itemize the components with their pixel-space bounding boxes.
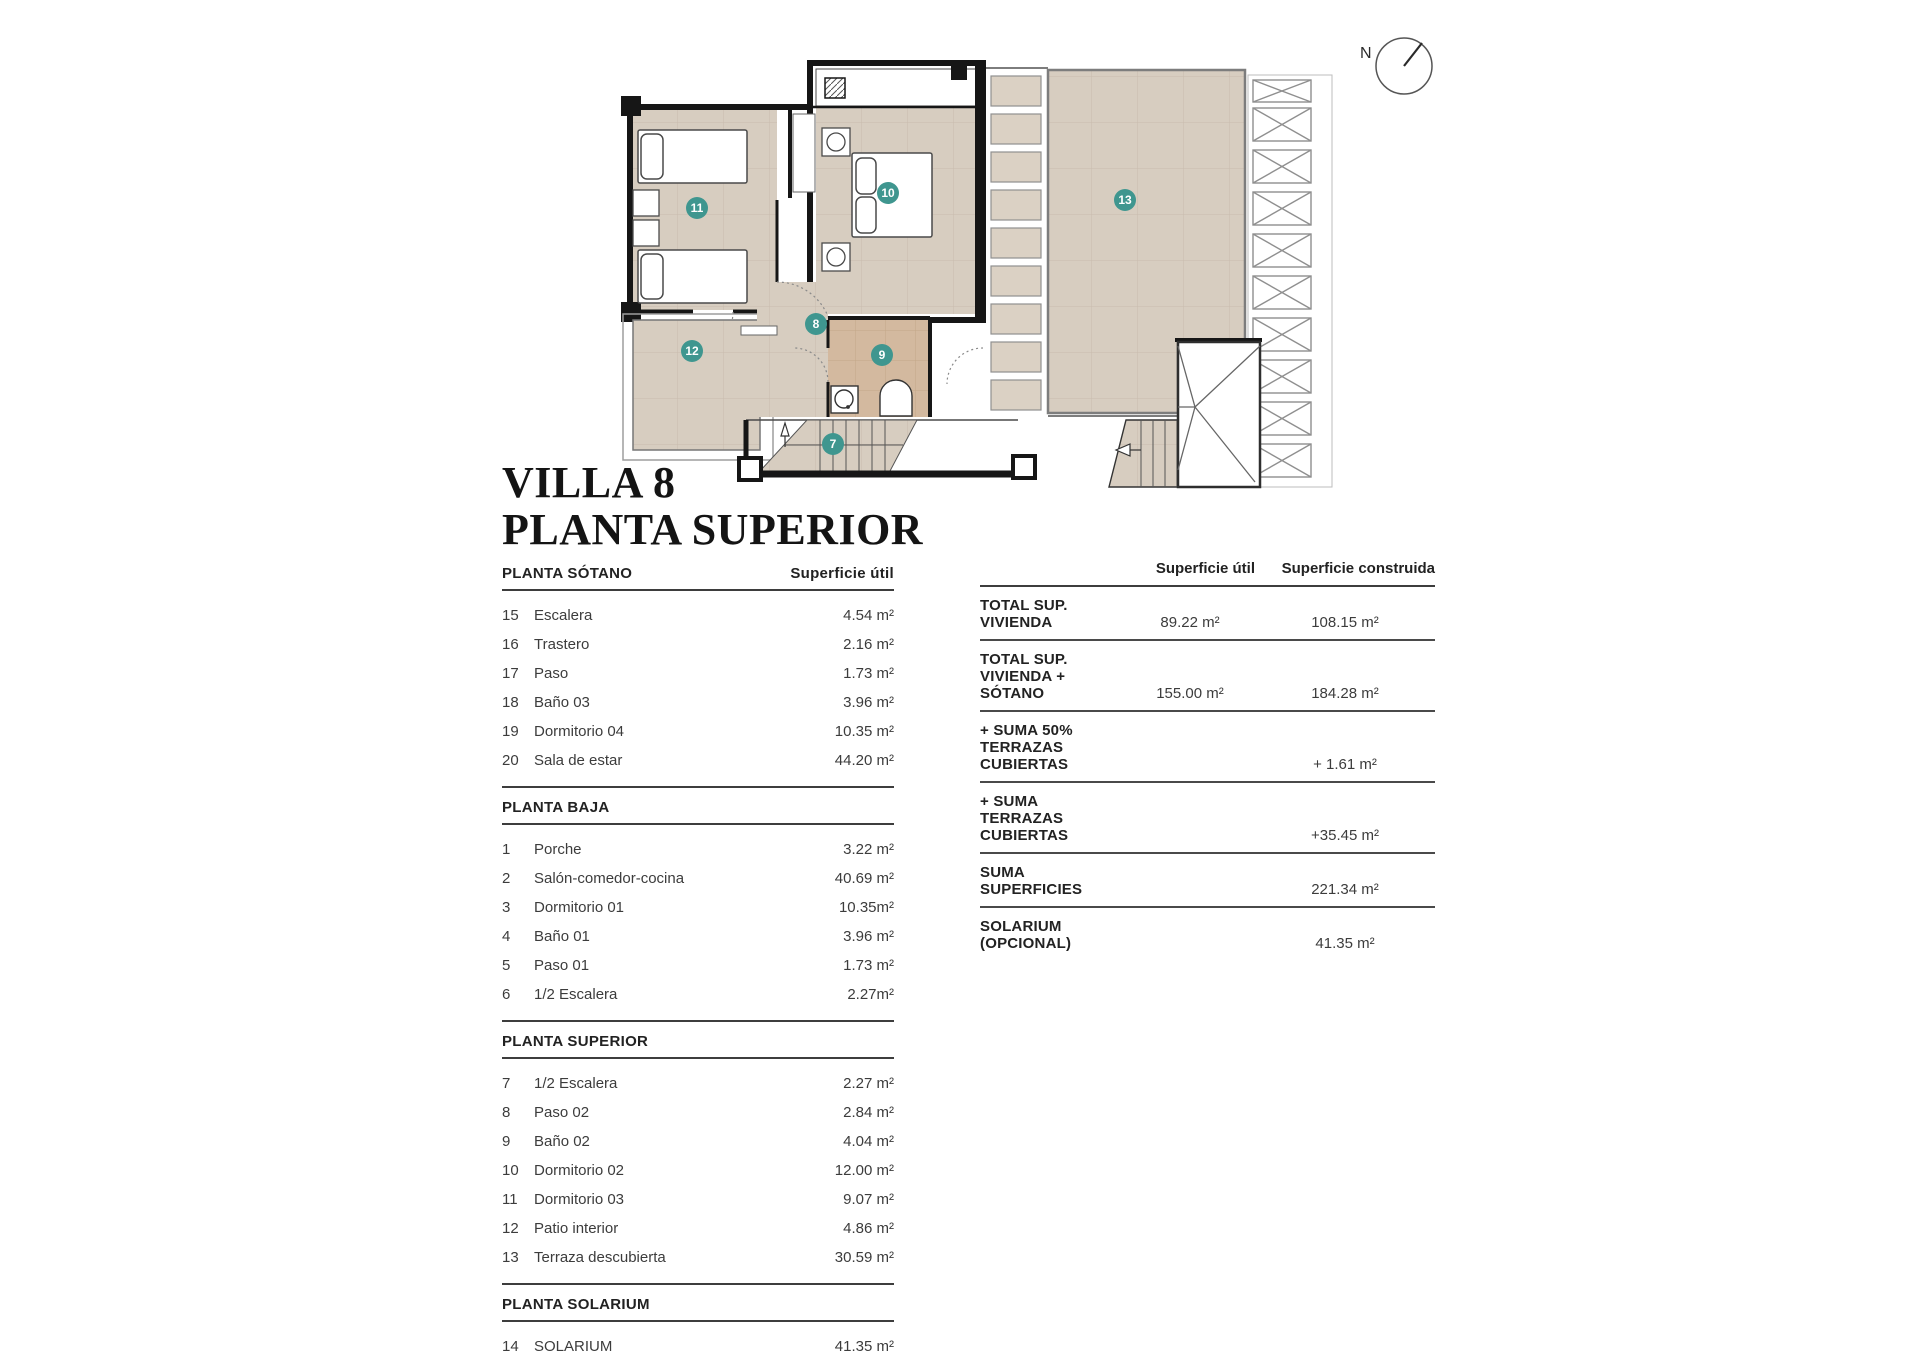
patio-12 (623, 314, 773, 460)
row-construida: 184.28 m² (1311, 685, 1379, 702)
row-number: 10 (502, 1162, 519, 1179)
section-title: PLANTA SÓTANO (502, 565, 633, 582)
row-number: 12 (502, 1220, 519, 1237)
row-util: 155.00 m² (1156, 685, 1224, 702)
section-planta-baja (502, 786, 894, 1003)
row-number: 5 (502, 957, 511, 974)
row-label: 1/2 Escalera (534, 1075, 618, 1092)
title-floor: PLANTA SUPERIOR (502, 504, 924, 554)
table-row (502, 1162, 894, 1179)
toilet-icon (880, 380, 912, 416)
svg-text:12: 12 (685, 344, 699, 358)
table-row (502, 665, 894, 682)
row-number: 16 (502, 636, 519, 653)
row-number: 18 (502, 694, 519, 711)
table-row (980, 908, 1435, 960)
row-label: Patio interior (534, 1220, 619, 1237)
row-area: 10.35 m² (834, 723, 894, 740)
stair-direction-arrow (781, 423, 789, 436)
north-compass-icon (1352, 22, 1452, 112)
table-row (502, 1104, 894, 1121)
table-row (502, 870, 894, 887)
row-label: TOTAL SUP. VIVIENDA + SÓTANO (980, 651, 1068, 702)
svg-text:8: 8 (812, 317, 820, 331)
row-area: 2.27 m² (843, 1075, 894, 1092)
row-construida: 41.35 m² (1315, 935, 1375, 952)
row-number: 14 (502, 1338, 519, 1355)
table-row (980, 712, 1435, 783)
column-header: Superficie útil (790, 565, 894, 582)
table-row (502, 928, 894, 945)
row-construida: + 1.61 m² (1313, 756, 1377, 773)
skylight-icon (825, 78, 845, 98)
section-planta-sotano (502, 565, 894, 769)
totals-table (980, 560, 1435, 960)
sink-icon (831, 386, 858, 413)
row-area: 2.27m² (847, 986, 894, 1003)
row-number: 15 (502, 607, 519, 624)
table-row (502, 752, 894, 769)
table-row (502, 607, 894, 624)
row-util: 89.22 m² (1160, 614, 1220, 631)
row-label: Sala de estar (534, 752, 623, 769)
column (951, 66, 967, 80)
row-number: 6 (502, 986, 511, 1003)
table-row (980, 587, 1435, 641)
row-label: SOLARIUM (534, 1338, 613, 1355)
table-row (502, 636, 894, 653)
row-area: 40.69 m² (834, 870, 894, 887)
table-row (502, 694, 894, 711)
row-label: SOLARIUM (OPCIONAL) (980, 918, 1072, 952)
table-row (980, 783, 1435, 854)
section-title: PLANTA SOLARIUM (502, 1296, 650, 1313)
row-area: 41.35 m² (834, 1338, 894, 1355)
row-area: 3.96 m² (843, 928, 894, 945)
closet (793, 114, 815, 192)
row-number: 2 (502, 870, 511, 887)
row-area: 1.73 m² (843, 957, 894, 974)
row-label: Baño 03 (534, 694, 590, 711)
column (621, 96, 641, 116)
row-number: 13 (502, 1249, 519, 1266)
column-header-construida: Superficie construida (1281, 560, 1435, 577)
page-title (502, 460, 923, 553)
table-row (980, 854, 1435, 908)
row-label: TOTAL SUP. VIVIENDA (980, 597, 1068, 631)
row-label: Baño 01 (534, 928, 590, 945)
room-badge (1114, 189, 1136, 211)
row-label: Dormitorio 04 (534, 723, 625, 740)
section-title: PLANTA SUPERIOR (502, 1033, 649, 1050)
table-row (980, 641, 1435, 712)
column-header-util: Superficie útil (1155, 560, 1255, 577)
title-villa: VILLA 8 (502, 458, 676, 507)
svg-text:7: 7 (829, 437, 837, 451)
row-label: + SUMA TERRAZAS CUBIERTAS (980, 793, 1069, 844)
room-badge (822, 433, 844, 455)
table-row (502, 899, 894, 916)
row-area: 4.86 m² (843, 1220, 894, 1237)
row-number: 4 (502, 928, 511, 945)
table-row (502, 957, 894, 974)
row-number: 9 (502, 1133, 511, 1150)
door-arc (947, 348, 983, 384)
room-badge (686, 197, 708, 219)
table-row (502, 841, 894, 858)
row-label: Porche (534, 841, 582, 858)
row-area: 12.00 m² (834, 1162, 894, 1179)
pergola-slats (985, 68, 1048, 410)
row-label: SUMA SUPERFICIES (980, 864, 1083, 898)
louver-box-icon (1253, 80, 1311, 477)
table-row (502, 1220, 894, 1237)
svg-text:13: 13 (1118, 193, 1132, 207)
row-area: 1.73 m² (843, 665, 894, 682)
svg-text:10: 10 (881, 186, 895, 200)
row-construida: +35.45 m² (1311, 827, 1379, 844)
section-title: PLANTA BAJA (502, 799, 610, 816)
row-area: 2.84 m² (843, 1104, 894, 1121)
row-label: Dormitorio 01 (534, 899, 625, 916)
svg-text:9: 9 (878, 348, 886, 362)
row-label: Paso (534, 665, 569, 682)
section-planta-superior (502, 1020, 894, 1266)
row-number: 8 (502, 1104, 511, 1121)
north-label: N (1360, 45, 1372, 62)
row-area: 3.96 m² (843, 694, 894, 711)
row-label: Baño 02 (534, 1133, 590, 1150)
row-area: 2.16 m² (843, 636, 894, 653)
row-label: Paso 01 (534, 957, 590, 974)
row-label: Salón-comedor-cocina (534, 870, 685, 887)
row-area: 4.54 m² (843, 607, 894, 624)
row-number: 3 (502, 899, 511, 916)
table-row (502, 1133, 894, 1150)
row-label: Dormitorio 03 (534, 1191, 625, 1208)
row-construida: 221.34 m² (1311, 881, 1379, 898)
row-label: Paso 02 (534, 1104, 590, 1121)
row-number: 19 (502, 723, 519, 740)
row-number: 11 (502, 1191, 518, 1208)
row-area: 30.59 m² (834, 1249, 894, 1266)
shelf (741, 326, 777, 335)
table-row (502, 986, 894, 1003)
row-area: 3.22 m² (843, 841, 894, 858)
row-number: 17 (502, 665, 519, 682)
room-badge (681, 340, 703, 362)
table-row (502, 1249, 894, 1266)
row-number: 7 (502, 1075, 511, 1092)
row-label: + SUMA 50% TERRAZAS CUBIERTAS (980, 722, 1073, 773)
section-planta-solarium (502, 1283, 894, 1355)
row-number: 20 (502, 752, 519, 769)
room-areas-table (502, 565, 894, 1355)
row-label: Escalera (534, 607, 593, 624)
row-area: 9.07 m² (843, 1191, 894, 1208)
table-row (502, 723, 894, 740)
row-number: 1 (502, 841, 511, 858)
table-row (502, 1338, 894, 1355)
row-area: 10.35m² (838, 899, 894, 916)
column (1013, 456, 1035, 478)
row-label: 1/2 Escalera (534, 986, 618, 1003)
room-badge (877, 182, 899, 204)
row-label: Dormitorio 02 (534, 1162, 625, 1179)
row-construida: 108.15 m² (1311, 614, 1379, 631)
table-row (502, 1075, 894, 1092)
row-area: 4.04 m² (843, 1133, 894, 1150)
room-badge (871, 344, 893, 366)
row-label: Trastero (534, 636, 590, 653)
totals-header (980, 560, 1435, 587)
table-row (502, 1191, 894, 1208)
svg-text:11: 11 (690, 201, 704, 215)
room-badge (805, 313, 827, 335)
row-label: Terraza descubierta (534, 1249, 666, 1266)
row-area: 44.20 m² (834, 752, 894, 769)
floor-plan-drawing (585, 30, 1345, 495)
